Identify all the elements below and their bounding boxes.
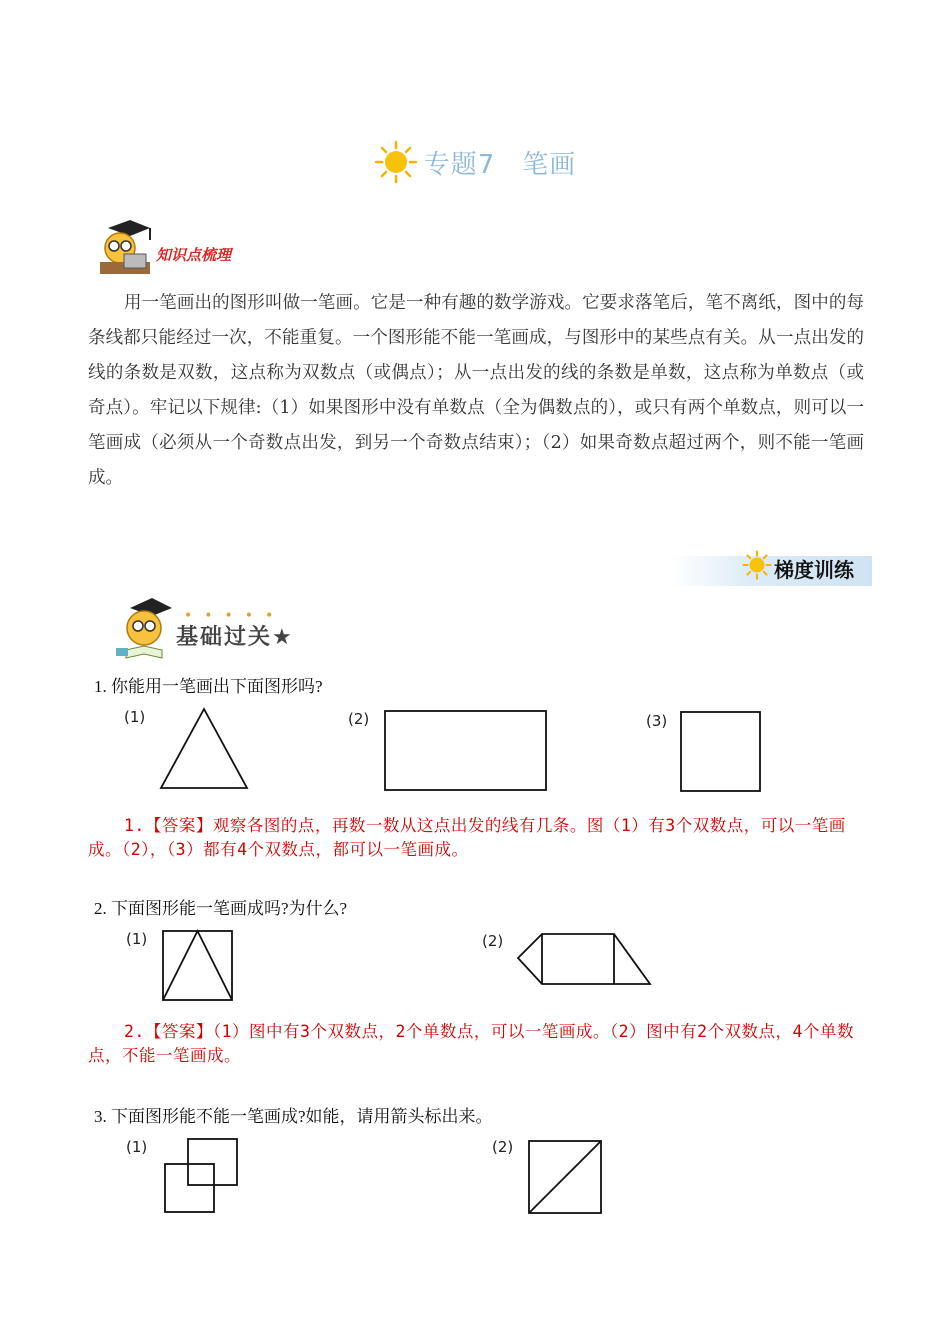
q3-overlapping-squares <box>164 1138 240 1214</box>
section-label: 基础过关★ <box>176 625 294 650</box>
banner-title: 梯度训练 <box>774 558 854 582</box>
sun-icon <box>374 140 418 191</box>
mascot-teacher <box>94 218 156 284</box>
q3-square-with-diagonal <box>528 1140 604 1216</box>
title-text: 专题7 笔画 <box>423 150 577 180</box>
page-title <box>0 140 950 191</box>
q1-label-1: (1) <box>124 708 146 726</box>
question-1: 1. 你能用一笔画出下面图形吗? <box>94 677 323 696</box>
knowledge-label: 知识点梳理 <box>156 246 232 264</box>
answer-2: 2.【答案】（1）图中有3个双数点，2个单数点，可以一笔画成。（2）图中有2个双数点，4个单数点，不能一笔画成。 <box>88 1022 854 1065</box>
q3-label-1: (1) <box>126 1138 148 1156</box>
knowledge-paragraph: 用一笔画出的图形叫做一笔画。它是一种有趣的数学游戏。它要求落笔后，笔不离纸，图中的每条线都只能经过一次，不能重复。一个图形能不能一笔画成，与图形中的某些点有关。从一点出发的线的条数是双数，这点称为双数点（或偶点）；从一点出发的线的条数是单数，这点称为单数点（或奇点）。牢记以下规律:（1）如果图形中没有单数点（全为偶数点的），或只有两个单数点，则可以一笔画成（必须从一个奇数点出发，到另一个奇数点结束）；（2）如果奇数点超过两个，则不能一笔画成。 <box>88 293 864 488</box>
question-2: 2. 下面图形能一笔画成吗?为什么? <box>94 899 348 918</box>
decor-dots: ••••• <box>184 608 286 624</box>
q1-label-3: (3) <box>646 712 668 730</box>
answer-1: 1.【答案】观察各图的点，再数一数从这点出发的线有几条。图（1）有3个双数点，可以一笔画成。（2），（3）都有4个双数点，都可以一笔画成。 <box>88 816 846 859</box>
q3-label-2: (2) <box>492 1138 514 1156</box>
q2-label-1: (1) <box>126 930 148 948</box>
q2-square-with-triangle <box>162 930 234 1002</box>
q1-rectangle <box>384 710 548 792</box>
question-3: 3. 下面图形能不能一笔画成?如能，请用箭头标出来。 <box>94 1107 493 1126</box>
mascot-reader <box>114 596 176 666</box>
q2-label-2: (2) <box>482 932 504 950</box>
q1-triangle <box>158 706 250 792</box>
q2-house-shape <box>516 932 652 986</box>
q1-label-2: (2) <box>348 710 370 728</box>
q1-square <box>680 711 762 793</box>
banner-sun-icon <box>742 550 772 584</box>
